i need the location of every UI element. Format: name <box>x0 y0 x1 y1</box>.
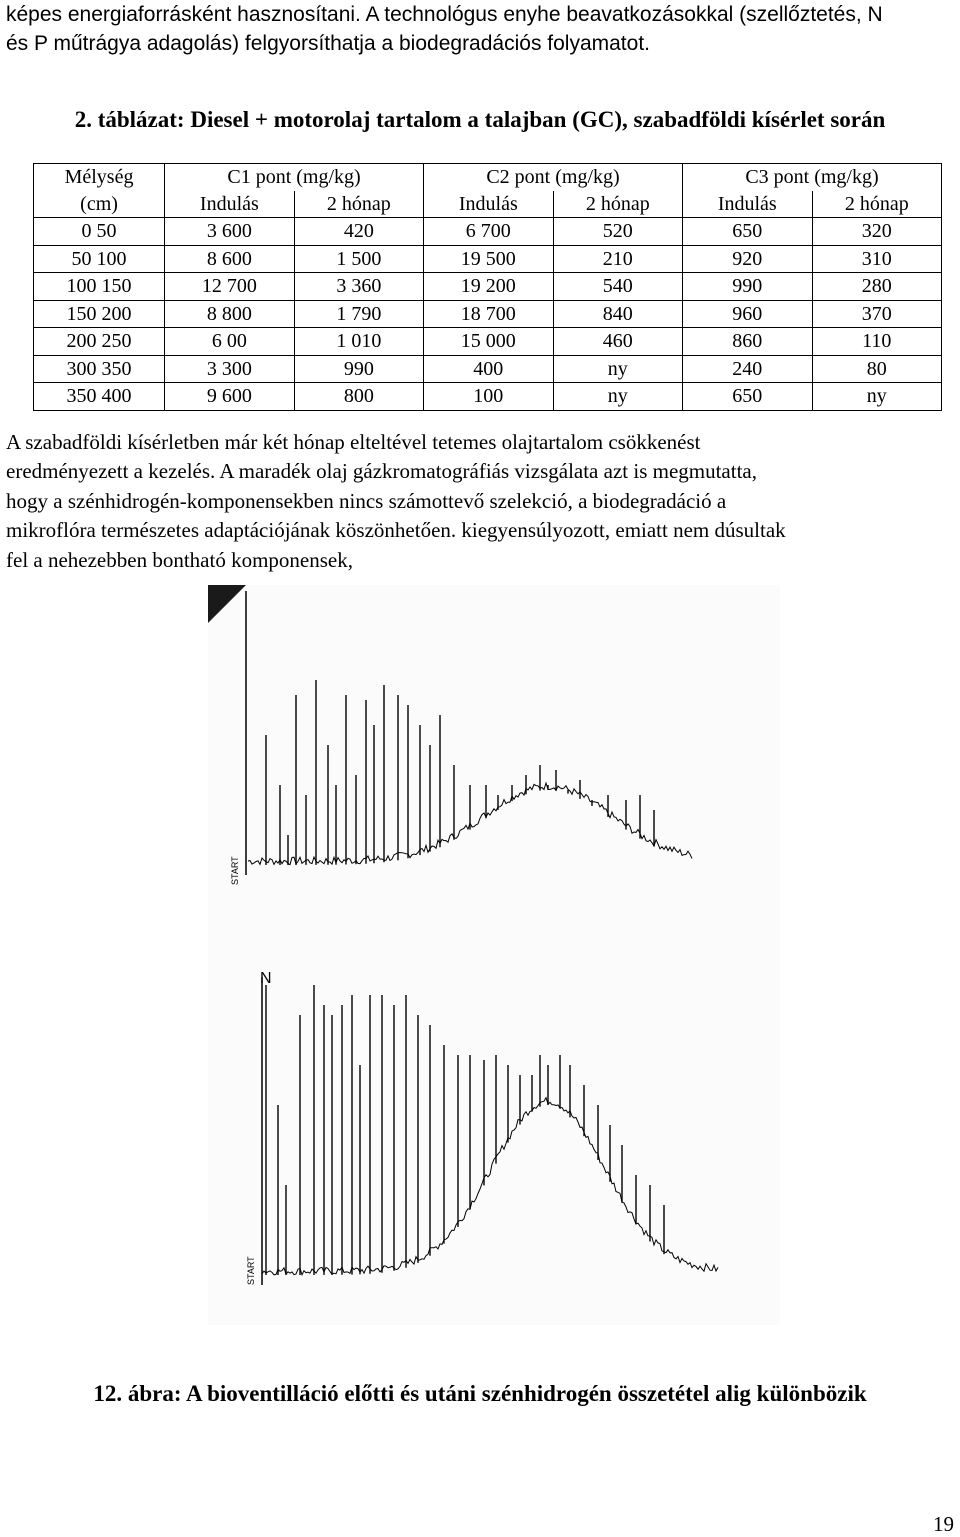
paragraph-line: A szabadföldi kísérletben már két hónap elteltével tetemes olajtartalom csökkenést <box>6 430 701 454</box>
table-cell: 19 500 <box>424 245 554 273</box>
header-cell: (cm) <box>34 191 165 218</box>
table-cell: 1 500 <box>294 245 423 273</box>
table-cell: 280 <box>812 273 941 301</box>
bottom-n-label: N <box>260 970 272 987</box>
table-cell: 3 600 <box>165 218 295 246</box>
paragraph-line: mikroflóra természetes adaptációjának köszönhetően. kiegyensúlyozott, emiatt nem dúsultak <box>6 518 786 543</box>
table-cell: 8 600 <box>165 245 295 273</box>
top-start-label: START <box>230 856 240 885</box>
table-cell: 200 250 <box>34 328 165 356</box>
table-cell: 19 200 <box>424 273 554 301</box>
table-cell: 420 <box>294 218 423 246</box>
intro-line: képes energiaforrásként hasznosítani. A technológus enyhe beavatkozásokkal (szellőztetés, N <box>6 3 883 26</box>
table-cell: 100 <box>424 383 554 411</box>
table-cell: 6 00 <box>165 328 295 356</box>
header-cell: C3 pont (mg/kg) <box>682 164 941 191</box>
table-cell: ny <box>553 383 682 411</box>
table-cell: 860 <box>682 328 812 356</box>
header-cell: Indulás <box>682 191 812 218</box>
table-cell: 310 <box>812 245 941 273</box>
table-cell: 540 <box>553 273 682 301</box>
header-cell: 2 hónap <box>294 191 423 218</box>
table-cell: 12 700 <box>165 273 295 301</box>
table-cell: 960 <box>682 300 812 328</box>
table-cell: 210 <box>553 245 682 273</box>
table-cell: 110 <box>812 328 941 356</box>
table-cell: 3 360 <box>294 273 423 301</box>
bottom-chromatogram <box>262 985 718 1275</box>
table-row <box>34 328 942 356</box>
table-row <box>34 218 942 246</box>
table-row <box>34 383 942 411</box>
table-cell: 300 350 <box>34 355 165 383</box>
table-cell: 350 400 <box>34 383 165 411</box>
paragraph-line: hogy a szénhidrogén-komponensekben nincs számottevő szelekció, a biodegradáció a <box>6 488 727 513</box>
table-row <box>34 273 942 301</box>
header-cell: 2 hónap <box>812 191 941 218</box>
intro-text <box>6 0 956 58</box>
table-row <box>34 300 942 328</box>
table-cell: 840 <box>553 300 682 328</box>
figure-caption: 12. ábra: A bioventilláció előtti és utáni szénhidrogén összetétel alig különbözik <box>93 1381 867 1406</box>
table-cell: 800 <box>294 383 423 411</box>
table-cell: 400 <box>424 355 554 383</box>
header-cell: Mélység <box>34 164 165 191</box>
table-cell: 1 010 <box>294 328 423 356</box>
header-cell: C2 pont (mg/kg) <box>424 164 683 191</box>
table-title: 2. táblázat: Diesel + motorolaj tartalom a talajban (GC), szabadföldi kísérlet során <box>74 107 886 132</box>
table-cell: 320 <box>812 218 941 246</box>
table-row <box>34 245 942 273</box>
table-subheader-row <box>34 191 942 218</box>
header-cell: Indulás <box>165 191 295 218</box>
intro-line: és P műtrágya adagolás) felgyorsíthatja a biodegradációs folyamatot. <box>6 32 650 55</box>
table-cell: 460 <box>553 328 682 356</box>
table-cell: 920 <box>682 245 812 273</box>
table-cell: 100 150 <box>34 273 165 301</box>
table-cell: 6 700 <box>424 218 554 246</box>
scan-corner-mark <box>208 585 246 623</box>
table-cell: ny <box>553 355 682 383</box>
chromatogram-figure <box>208 585 780 1325</box>
table-cell: 650 <box>682 218 812 246</box>
chromatogram-image <box>208 585 780 1325</box>
top-chromatogram <box>248 680 692 865</box>
page-number: 19 <box>933 1512 954 1536</box>
table-cell: ny <box>812 383 941 411</box>
header-cell: Indulás <box>424 191 554 218</box>
table-cell: 240 <box>682 355 812 383</box>
table-cell: 80 <box>812 355 941 383</box>
table-cell: 370 <box>812 300 941 328</box>
paragraph-line: eredményezett a kezelés. A maradék olaj gázkromatográfiás vizsgálata azt is megmutatta, <box>6 459 757 484</box>
table-cell: 0 50 <box>34 218 165 246</box>
table-cell: 9 600 <box>165 383 295 411</box>
header-cell: 2 hónap <box>553 191 682 218</box>
table-cell: 3 300 <box>165 355 295 383</box>
table-cell: 50 100 <box>34 245 165 273</box>
table-cell: 18 700 <box>424 300 554 328</box>
paragraph-line: fel a nehezebben bontható komponensek, <box>6 547 353 572</box>
table-cell: 990 <box>294 355 423 383</box>
table-cell: 650 <box>682 383 812 411</box>
table-cell: 990 <box>682 273 812 301</box>
table-cell: 8 800 <box>165 300 295 328</box>
data-table <box>33 163 942 411</box>
table-cell: 520 <box>553 218 682 246</box>
table-header-row <box>34 164 942 191</box>
bottom-start-label: START <box>246 1256 256 1285</box>
header-cell: C1 pont (mg/kg) <box>165 164 424 191</box>
table-cell: 1 790 <box>294 300 423 328</box>
table-cell: 150 200 <box>34 300 165 328</box>
table-cell: 15 000 <box>424 328 554 356</box>
table-row <box>34 355 942 383</box>
body-paragraph <box>6 428 956 575</box>
